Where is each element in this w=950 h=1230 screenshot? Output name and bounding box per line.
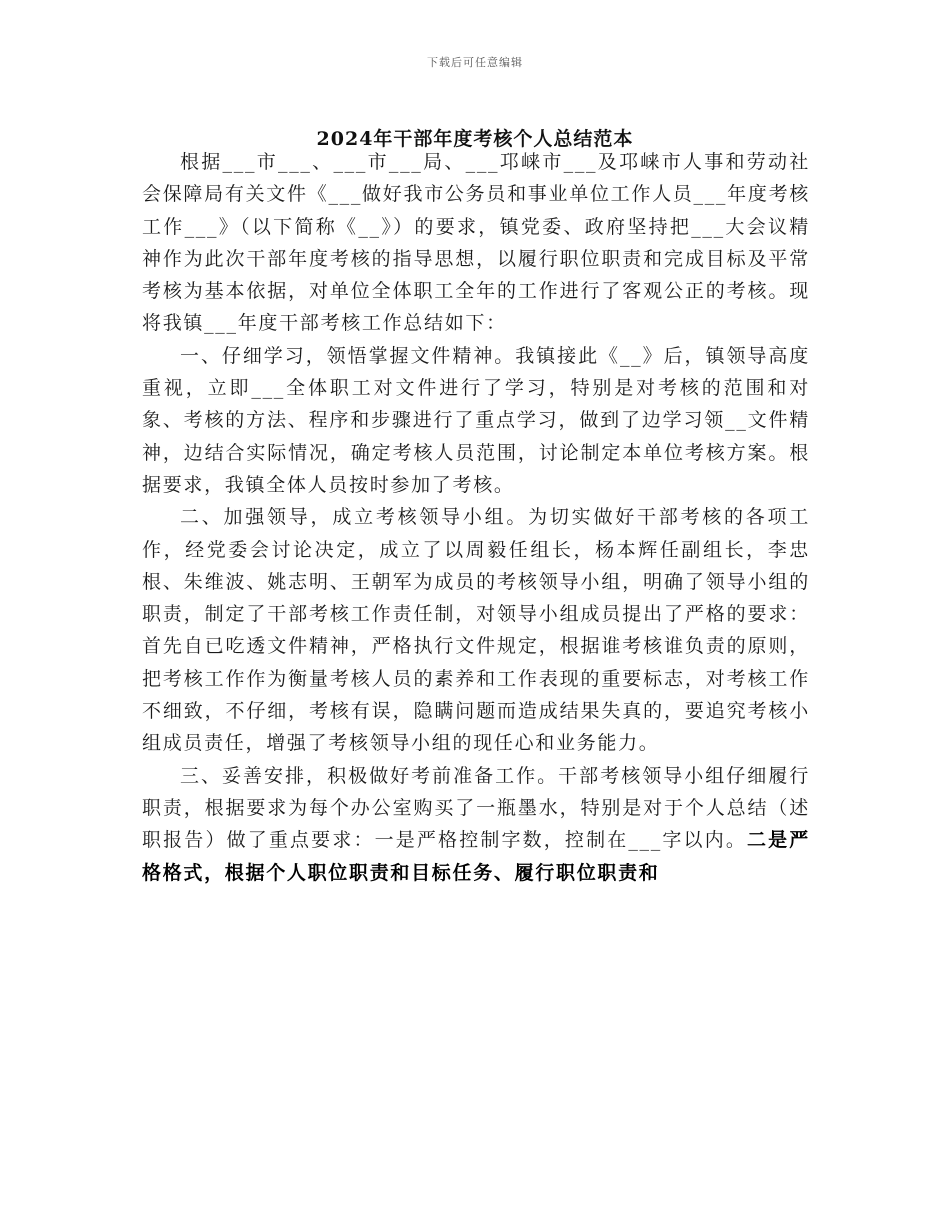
paragraph-section-3-text: 三、妥善安排，积极做好考前准备工作。干部考核领导小组仔细履行职责，根据要求为每个办公室购买了一瓶墨水，特别是对于个人总结（述职报告）做了重点要求：一是严格控制字数，控制在___字以内。 xyxy=(142,764,810,852)
paragraph-section-1: 一、仔细学习，领悟掌握文件精神。我镇接此《__》后，镇领导高度重视，立即___全体职工对文件进行了学习，特别是对考核的范围和对象、考核的方法、程序和步骤进行了重点学习，做到了边学习领__文件精神，边结合实际情况，确定考核人员范围，讨论制定本单位考核方案。根据要求，我镇全体人员按时参加了考核。 xyxy=(142,344,810,496)
document-body xyxy=(142,146,810,889)
paragraph-section-2: 二、加强领导，成立考核领导小组。为切实做好干部考核的各项工作，经党委会讨论决定，成立了以周毅任组长，杨本辉任副组长，李忠根、朱维波、姚志明、王朝军为成员的考核领导小组，明确了领导小组的职责，制定了干部考核工作责任制，对领导小组成员提出了严格的要求：首先自已吃透文件精神，严格执行文件规定，根据谁考核谁负责的原则，把考核工作作为衡量考核人员的素养和工作表现的重要标志，对考核工作不细致，不仔细，考核有误，隐瞒问题而造成结果失真的，要追究考核小组成员责任，增强了考核领导小组的现任心和业务能力。 xyxy=(142,506,810,755)
document-title: 2024年干部年度考核个人总结范本 xyxy=(316,128,634,150)
paragraph-intro: 根据___市___、___市___局、___邛崃市___及邛崃市人事和劳动社会保障局有关文件《___做好我市公务员和事业单位工作人员___年度考核工作___》（以下简称《__》）的要求，镇党委、政府坚持把___大会议精神作为此次干部年度考核的指导思想，以履行职位职责和完成目标及平常考核为基本依据，对单位全体职工全年的工作进行了客观公正的考核。现将我镇___年度干部考核工作总结如下： xyxy=(142,151,810,335)
page-header-note: 下载后可任意编辑 xyxy=(427,56,523,69)
paragraph-section-3-bold-text: 二是严格格式，根据个人职位职责和目标任务、履行职位职责和 xyxy=(142,829,810,884)
paragraph-section-3 xyxy=(142,760,810,889)
